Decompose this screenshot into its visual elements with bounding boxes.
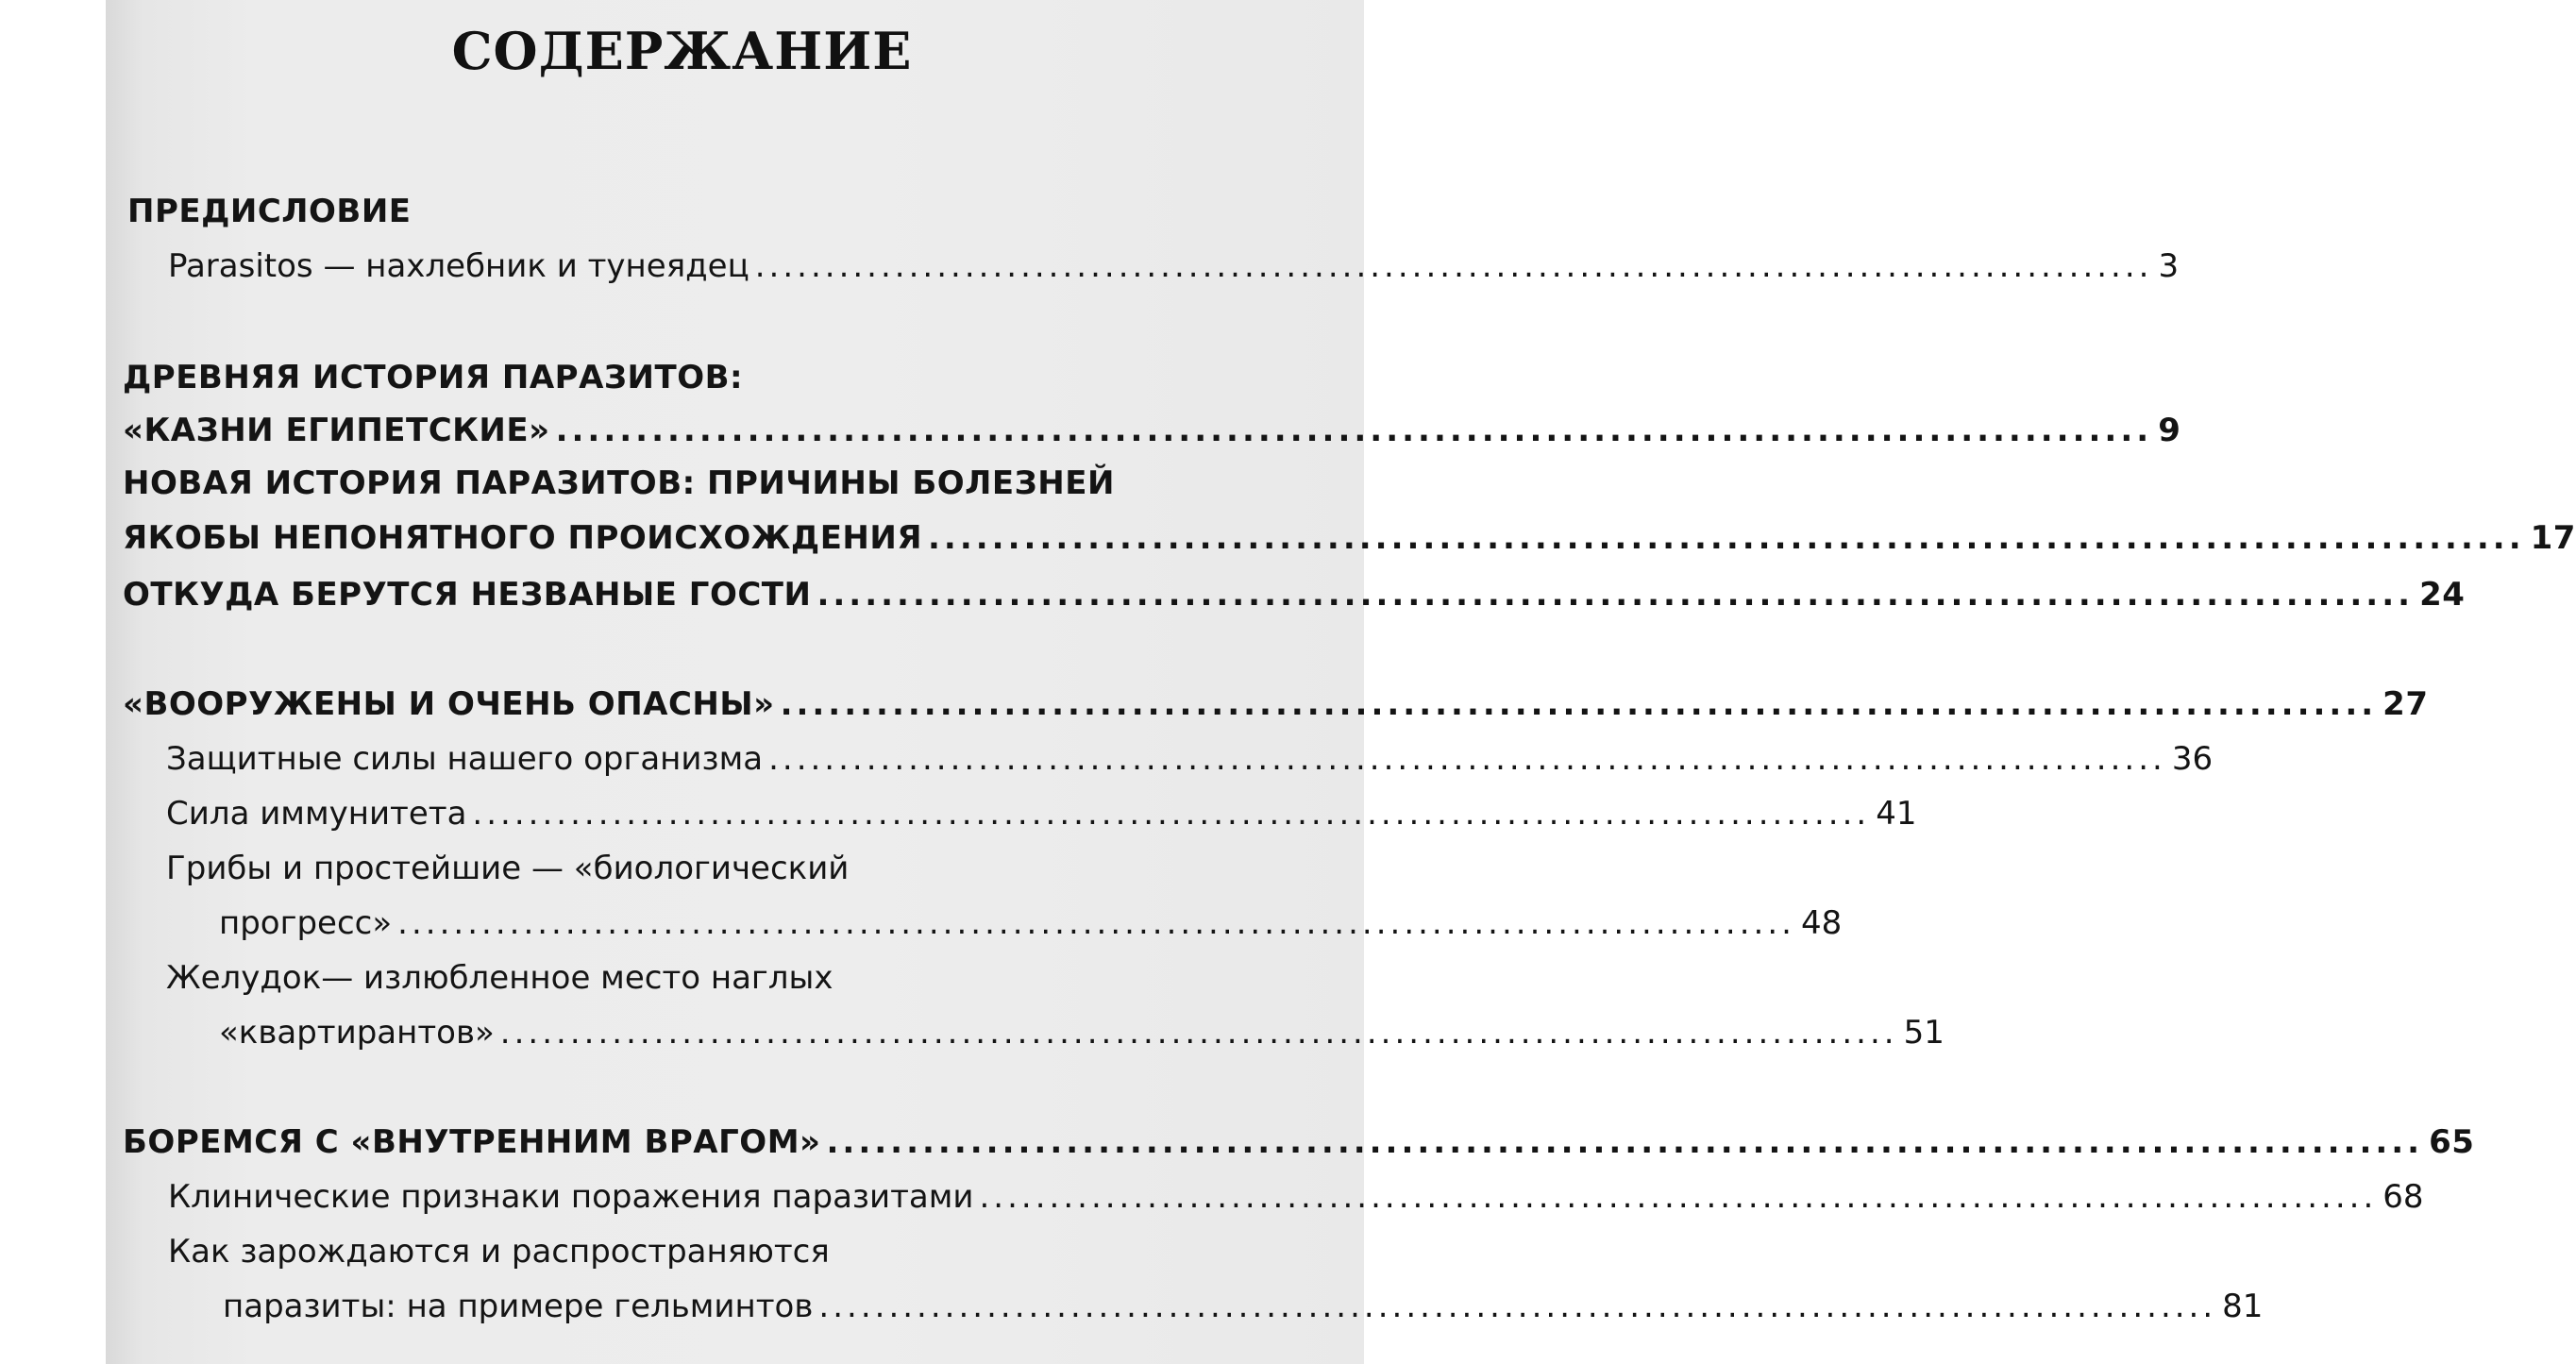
toc-entry-page: 81 xyxy=(2222,1288,2264,1325)
toc-entry-page: 41 xyxy=(1876,795,1917,833)
toc-entry xyxy=(123,412,2181,449)
dot-leader: .................................................................................................... xyxy=(817,576,2415,614)
toc-entry-page: 24 xyxy=(2419,576,2466,614)
toc-entry xyxy=(166,795,1917,833)
dot-leader: .................................................................................................... xyxy=(555,412,2153,449)
toc-entry xyxy=(219,1014,1945,1052)
toc-entry-title: Желудок— излюбленное место наглых xyxy=(166,959,833,997)
toc-entry xyxy=(219,904,1843,942)
toc-entry-title: паразиты: на примере гельминтов xyxy=(223,1288,814,1325)
toc-entry xyxy=(166,740,2214,778)
toc-entry-page: 65 xyxy=(2429,1123,2475,1161)
dot-leader: .................................................................................................... xyxy=(754,247,2153,285)
toc-entry xyxy=(123,685,2429,723)
toc-entry-page: 9 xyxy=(2158,412,2181,449)
toc-entry-page: 68 xyxy=(2382,1178,2424,1216)
toc-entry-title: ОТКУДА БЕРУТСЯ НЕЗВАНЫЕ ГОСТИ xyxy=(123,576,812,614)
toc-entry-title: Как зарождаются и распространяются xyxy=(168,1233,830,1271)
toc-entry-title: «ВООРУЖЕНЫ И ОЧЕНЬ ОПАСНЫ» xyxy=(123,685,775,723)
toc-entry xyxy=(168,1178,2424,1216)
dot-leader: .................................................................................................... xyxy=(928,519,2525,557)
toc-entry-page: 36 xyxy=(2171,740,2214,778)
toc-heading-preface: ПРЕДИСЛОВИЕ xyxy=(127,193,412,230)
toc-entry xyxy=(123,519,2576,557)
toc-entry-page: 48 xyxy=(1800,904,1843,942)
dot-leader: .................................................................................................... xyxy=(499,1014,1898,1052)
dot-leader: .................................................................................................... xyxy=(472,795,1871,833)
toc-entry-title: ЯКОБЫ НЕПОНЯТНОГО ПРОИСХОЖДЕНИЯ xyxy=(123,519,923,557)
toc-entry-title: БОРЕМСЯ С «ВНУТРЕННИМ ВРАГОМ» xyxy=(123,1123,821,1161)
toc-entry-title: Защитные силы нашего организма xyxy=(166,740,764,778)
toc-entry-title: «квартирантов» xyxy=(219,1014,495,1052)
toc-entry-page: 27 xyxy=(2382,685,2429,723)
toc-heading-new-history: НОВАЯ ИСТОРИЯ ПАРАЗИТОВ: ПРИЧИНЫ БОЛЕЗНЕЙ xyxy=(123,464,1115,502)
dot-leader: .................................................................................................... xyxy=(780,685,2378,723)
toc-entry-page: 17 xyxy=(2530,519,2576,557)
toc-entry xyxy=(123,1123,2475,1161)
toc-entry-title: Клинические признаки поражения паразитами xyxy=(168,1178,974,1216)
toc-entry xyxy=(168,247,2180,285)
toc-entry-title: Грибы и простейшие — «биологический xyxy=(166,850,850,887)
dot-leader: .................................................................................................... xyxy=(397,904,1795,942)
dot-leader: .................................................................................................... xyxy=(979,1178,2378,1216)
dot-leader: .................................................................................................... xyxy=(768,740,2166,778)
toc-entry xyxy=(223,1288,2264,1325)
toc-entry-page: 51 xyxy=(1903,1014,1945,1052)
toc-entry xyxy=(123,576,2466,614)
toc-entry-title: Сила иммунитета xyxy=(166,795,467,833)
toc-heading-ancient-history: ДРЕВНЯЯ ИСТОРИЯ ПАРАЗИТОВ: xyxy=(123,359,744,396)
toc-entry-title: «КАЗНИ ЕГИПЕТСКИЕ» xyxy=(123,412,550,449)
toc-entry-page: 3 xyxy=(2158,247,2180,285)
page-title: СОДЕРЖАНИЕ xyxy=(451,21,913,81)
toc-entry-title: Parasitos — нахлебник и тунеядец xyxy=(168,247,749,285)
dot-leader: .................................................................................................... xyxy=(826,1123,2424,1161)
toc-entry-title: прогресс» xyxy=(219,904,393,942)
dot-leader: .................................................................................................... xyxy=(818,1288,2217,1325)
